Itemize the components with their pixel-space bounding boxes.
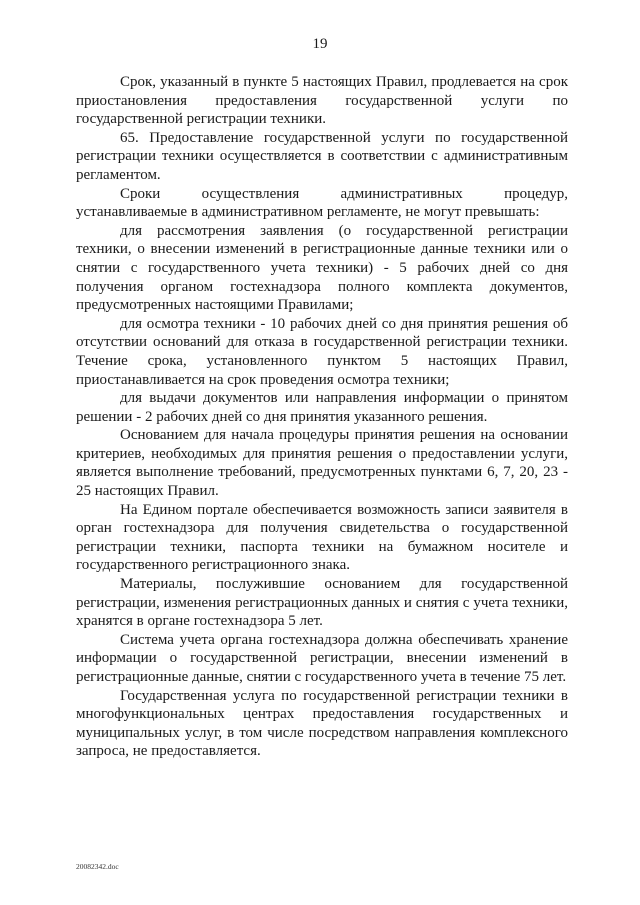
paragraph: Срок, указанный в пункте 5 настоящих Правил, продлевается на срок приостановления предоставления государственной услуги по государственной регистрации техники. [76,74,568,128]
paragraph: Материалы, послужившие основанием для государственной регистрации, изменения регистрационных данных и снятия с учета техники, хранятся в органе гостехнадзора 5 лет. [76,576,568,630]
paragraph: Сроки осуществления административных процедур, устанавливаемые в административном регламенте, не могут превышать: [76,185,568,221]
paragraph: для осмотра техники - 10 рабочих дней со дня принятия решения об отсутствии оснований для отказа в государственной регистрации техники. Течение срока, установленного пунктом 5 настоящих Правил, приостанавливается на срок проведения осмотра техники; [76,315,568,388]
paragraph: для рассмотрения заявления (о государственной регистрации техники, о внесении изменений в регистрационные данные техники или о снятии с государственного учета техники) - 5 рабочих дней со дня получения органом гостехнадзора полного комплекта документов, предусмотренных настоящими Правилами; [76,222,568,314]
paragraph: На Едином портале обеспечивается возможность записи заявителя в орган гостехнадзора для получения свидетельства о государственной регистрации техники, паспорта техники на бумажном носителе и государственного регистрационного знака. [76,501,568,574]
paragraph: для выдачи документов или направления информации о принятом решении - 2 рабочих дней со дня принятия указанного решения. [76,390,568,425]
paragraph: Государственная услуга по государственной регистрации техники в многофункциональных центрах предоставления государственных и муниципальных услуг, в том числе посредством направления комплексного запроса, не предоставляется. [76,687,568,760]
paragraph: Система учета органа гостехнадзора должна обеспечивать хранение информации о государственной регистрации, внесении изменений в регистрационные данные, снятии с государственного учета в течение 75 лет. [76,631,568,685]
page-number: 19 [312,36,328,52]
footer-filename: 20082342.doc [76,862,119,871]
paragraph: Основанием для начала процедуры принятия решения на основании критериев, необходимых для принятия решения о предоставлении услуги, является выполнение требований, предусмотренных пунктами 6, 7, 20, 23 - 25 настоящих Правил. [76,427,568,500]
document-body [76,73,568,761]
paragraph: 65. Предоставление государственной услуги по государственной регистрации техники осуществляется в соответствии с административным регламентом. [76,129,568,183]
